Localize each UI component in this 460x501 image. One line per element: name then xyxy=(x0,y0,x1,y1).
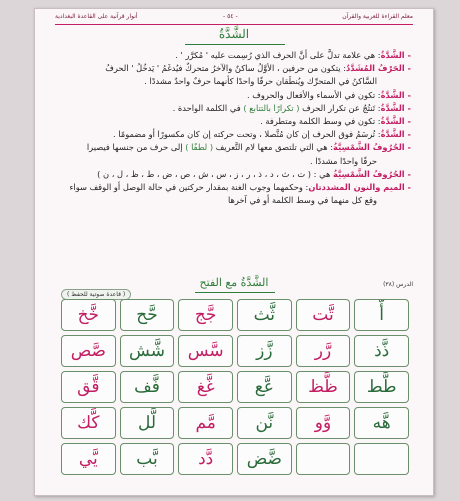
rule-line xyxy=(57,62,411,75)
rule-term: - الشَّدَّةُ xyxy=(380,50,411,60)
rule-term: - الشَّدَّةُ xyxy=(380,89,411,100)
letter-cell: هَّه xyxy=(354,407,409,439)
letter-cell: ثَّث xyxy=(237,299,292,331)
rule-line xyxy=(57,115,411,128)
letter-cell: كَّك xyxy=(61,407,116,439)
rule-line xyxy=(57,102,411,115)
header-rule xyxy=(55,24,413,25)
rule-line xyxy=(57,141,411,154)
rule-term: - الحُرُوفُ الشَّمْسِيَّةُ xyxy=(333,168,411,179)
letter-cell: دَّد xyxy=(178,443,233,475)
letter-cell: بَّب xyxy=(120,443,175,475)
letter-cell: لَّل xyxy=(120,407,175,439)
rule-term: - الشَّدَّةُ xyxy=(380,102,411,113)
section-title: الشَّدَّةُ xyxy=(218,27,250,41)
header-right-title: معلم القراءة للعربية والقرآن xyxy=(342,13,413,20)
rule-text: : تكون في وسط الكلمة ومتطرفة . xyxy=(260,115,381,126)
rule-text: السَّاكنُ في المتحرِّك ويُنطَقان حرفًا واحدًا كأنهما حرفٌ واحدٌ مشددًا . xyxy=(144,76,377,87)
rule-line xyxy=(57,75,411,88)
book-page xyxy=(34,8,434,496)
rule-text: : تُرسَمُ فوق الحرف إن كان مُتَّصلا ، وتحت حركته إن كان مكسورًا أو مضمومًا . xyxy=(112,129,381,140)
letter-cell: نَّن xyxy=(237,407,292,439)
rule-line xyxy=(57,168,411,181)
letter-cell: يَّي xyxy=(61,443,116,475)
rule-text: وقع كل منهما في وسط الكلمة أو في آخرها xyxy=(227,195,377,206)
rule-text: : هي التي تلتصق معها لام التَّعريف xyxy=(213,142,334,153)
letter-cell: سَّس xyxy=(178,335,233,367)
rule-text: هي : ( ت ، ث ، د ، ذ ، ر ، ز ، س ، ش ، ص ، ض ، ط ، ظ ، ل ، ن ) xyxy=(97,168,334,179)
rule-highlight: ( لطفًا ) xyxy=(185,142,214,153)
letter-cell: قَّق xyxy=(61,371,116,403)
letter-cell: جَّج xyxy=(178,299,233,331)
rule-text-end: إلى حرف من جنسها فيصيرا xyxy=(86,142,186,153)
page-number: - ٥٤ - xyxy=(223,13,238,20)
letter-cell: تَّت xyxy=(296,299,351,331)
rule-text: : وحكمهما وجوب الغنة بمقدار حركتين في حالة الوصل أو الوقف سواء xyxy=(69,181,309,192)
header-left-title: أنوار قرآنية على القاعدة البغدادية xyxy=(55,13,138,20)
page-header xyxy=(35,9,433,24)
rule-note-badge: ( قاعدة صوتية للحفظ ) xyxy=(61,289,131,300)
lesson-number: الدرس (٣٨) xyxy=(383,281,413,288)
rule-term: - الحَرْفُ المُشَدَّدُ xyxy=(346,63,411,74)
letter-cell xyxy=(354,443,409,475)
letter-cell: رَّر xyxy=(296,335,351,367)
letter-cell: صَّص xyxy=(61,335,116,367)
table-title: الشَّدَّةُ مع الفتح xyxy=(199,276,269,289)
table-title-underline xyxy=(195,292,275,293)
rule-text: حرفًا واحدًا مشددًا . xyxy=(309,155,377,166)
rules-text xyxy=(57,49,411,207)
letters-grid xyxy=(61,299,409,475)
letter-cell xyxy=(296,443,351,475)
letter-cell: فَّف xyxy=(120,371,175,403)
rule-text: : يتكون من حرفين ، الأوَّلُ ساكنٌ والآخرُ متحركٌ فيُدغَمُ ' يَدخُلُ ' الحرفُ xyxy=(105,63,347,74)
letter-cell: طَّط xyxy=(354,371,409,403)
letter-cell: ظَّظ xyxy=(296,371,351,403)
rule-term: - الشَّدَّةُ xyxy=(380,129,411,140)
letter-cell: ذَّذ xyxy=(354,335,409,367)
letter-cell: ضَّض xyxy=(237,443,292,475)
letter-cell: وَّو xyxy=(296,407,351,439)
rule-line xyxy=(57,181,411,194)
letter-cell: عَّع xyxy=(237,371,292,403)
rule-line xyxy=(57,155,411,168)
letter-cell: غَّغ xyxy=(178,371,233,403)
title-underline xyxy=(185,44,285,45)
rule-text-end: في الكلمة الواحدة . xyxy=(172,102,244,113)
rule-term: - الشَّدَّةُ xyxy=(380,115,411,126)
rule-text: : تكون في الأسماء والأفعال والحروف . xyxy=(246,89,381,100)
letter-cell: أَّ xyxy=(354,299,409,331)
rule-highlight: ( تكرارًا بالتتابع ) xyxy=(243,102,300,113)
rule-line xyxy=(57,49,411,62)
rule-term: - الحُرُوفُ الشَّمْسِيَّةُ xyxy=(333,142,411,153)
rule-line xyxy=(57,128,411,141)
rule-line xyxy=(57,194,411,207)
letter-cell: شَّش xyxy=(120,335,175,367)
rule-term: - الميم والنون المشددتان xyxy=(308,181,411,192)
letter-cell: خَّخ xyxy=(61,299,116,331)
rule-text: : تَنتُجُ عن تكرار الحرف xyxy=(299,102,381,113)
letter-cell: زَّز xyxy=(237,335,292,367)
rule-text: : هي علامة تدلُّ على أنَّ الحرف الذي رُسِمت عليه ' مُكرَّر ' . xyxy=(175,50,381,60)
letter-cell: مَّم xyxy=(178,407,233,439)
rule-line xyxy=(57,89,411,102)
letter-cell: حَّح xyxy=(120,299,175,331)
